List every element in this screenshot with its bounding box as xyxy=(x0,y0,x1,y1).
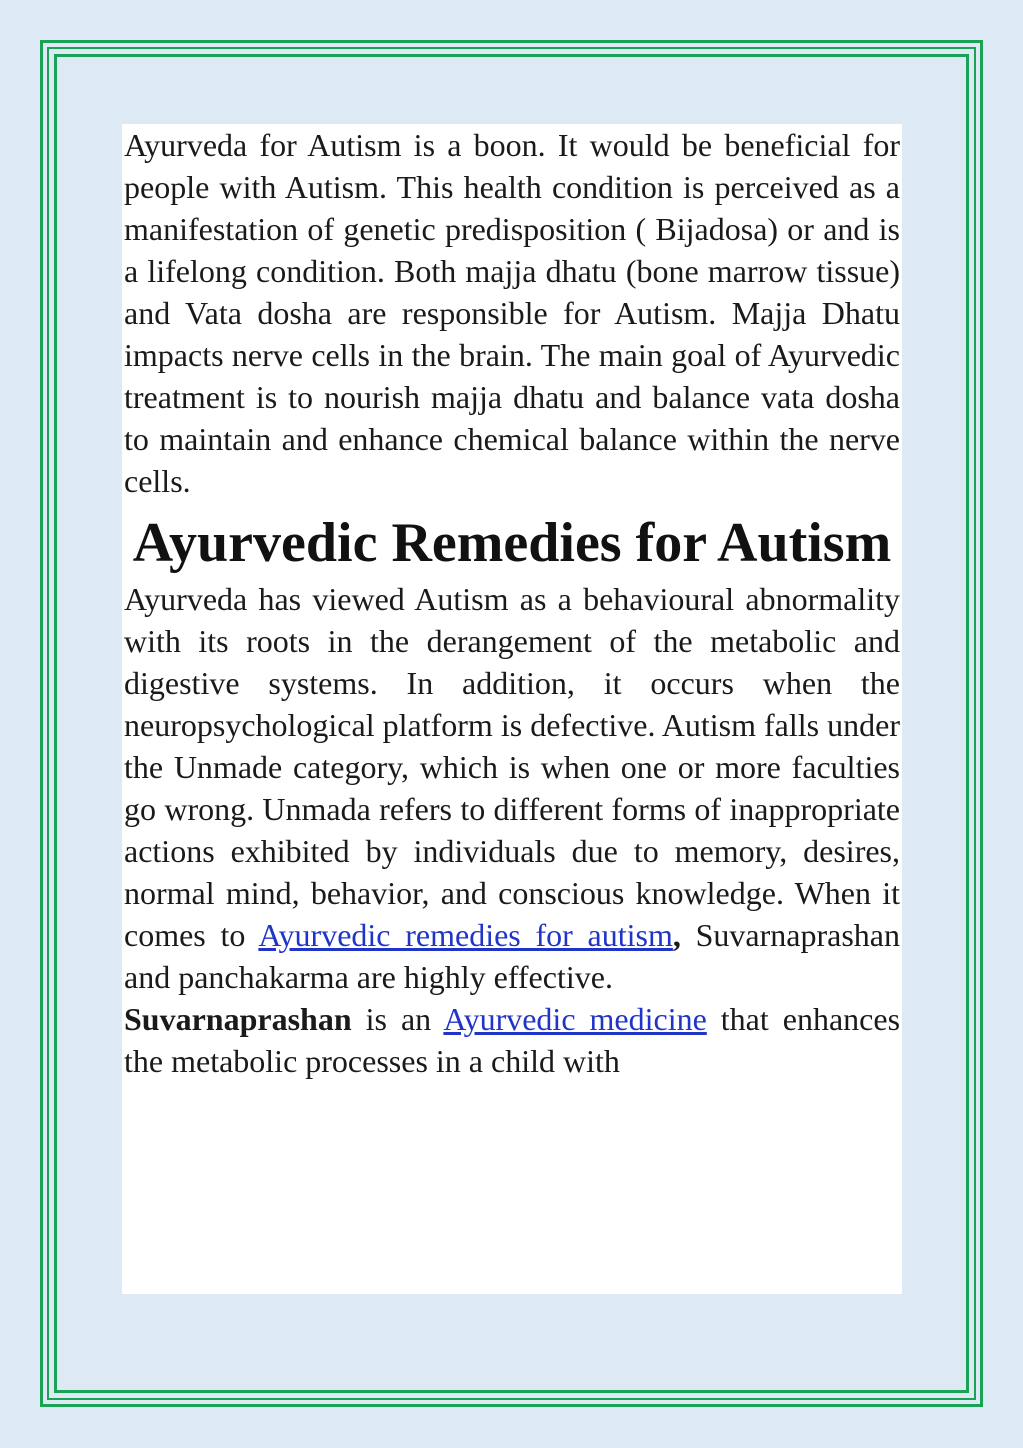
suvarnaprashan-text-start: is an xyxy=(351,1001,444,1037)
remedies-paragraph xyxy=(122,578,902,998)
suvarnaprashan-text-end: that enhances the metabolic processes in a child with xyxy=(124,1001,901,1079)
ayurvedic-medicine-link[interactable]: Ayurvedic medicine xyxy=(443,1001,707,1037)
remedies-text-end: Suvarnaprashan and panchakarma are highly effective. xyxy=(124,917,901,995)
intro-paragraph: Ayurveda for Autism is a boon. It would be beneficial for people with Autism. This health condition is perceived as a manifestation of genetic predisposition ( Bijadosa) or and is a lifelong condition. Both majja dhatu (bone marrow tissue) and Vata dosha are responsible for Autism. Majja Dhatu impacts nerve cells in the brain. The main goal of Ayurvedic treatment is to nourish majja dhatu and balance vata dosha to maintain and enhance chemical balance within the nerve cells. xyxy=(124,127,900,499)
section-heading: Ayurvedic Remedies for Autism xyxy=(132,512,892,574)
document-body xyxy=(122,124,902,1294)
link-comma: , xyxy=(672,917,681,953)
remedies-text-start: Ayurveda has viewed Autism as a behavioural abnormality with its roots in the derangement of the metabolic and digestive systems. In addition, it occurs when the neuropsychological platform is defective. Autism falls under the Unmade category, which is when one or more faculties go wrong. Unmada refers to different forms of inappropriate actions exhibited by individuals due to memory, desires, normal mind, behavior, and conscious knowledge. When it comes to xyxy=(124,581,900,953)
suvarnaprashan-term: Suvarnaprashan xyxy=(124,1001,352,1037)
suvarnaprashan-paragraph xyxy=(122,998,902,1082)
ayurvedic-remedies-link[interactable]: Ayurvedic remedies for autism xyxy=(258,917,673,953)
